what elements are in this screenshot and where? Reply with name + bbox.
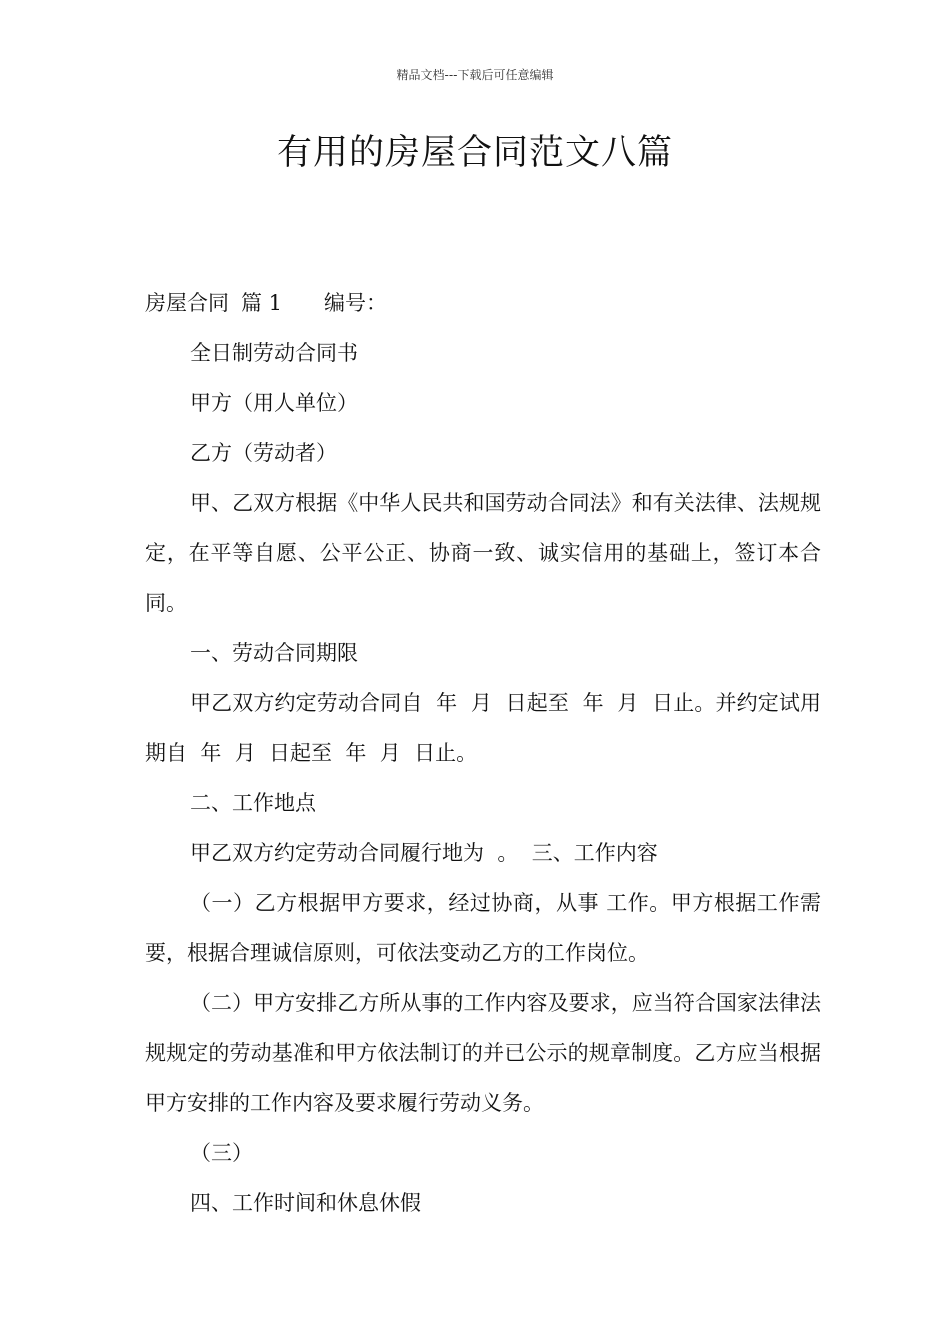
paragraph: 甲乙双方约定劳动合同自 年 月 日起至 年 月 日止。并约定试用期自 年 月 日起至 年 月 日止。: [145, 691, 821, 765]
paragraph: （二）甲方安排乙方所从事的工作内容及要求，应当符合国家法律法规规定的劳动基准和甲方依法制订的并已公示的规章制度。乙方应当根据甲方安排的工作内容及要求履行劳动义务。: [145, 991, 821, 1115]
intro-section: 房屋合同: [145, 291, 229, 315]
intro-part: 篇 1: [241, 291, 283, 315]
paragraph: 一、劳动合同期限: [190, 641, 358, 665]
intro-number-label: 编号：: [324, 291, 388, 315]
paragraph: 全日制劳动合同书: [190, 341, 358, 365]
paragraph: 乙方（劳动者）: [190, 441, 337, 465]
paragraph: 甲方（用人单位）: [190, 391, 358, 415]
document-body: [145, 278, 821, 1228]
paragraph: 甲乙双方约定劳动合同履行地为 。 三、工作内容: [190, 841, 658, 865]
page-header: 精品文档---下载后可任意编辑: [396, 68, 554, 82]
paragraph: （一）乙方根据甲方要求，经过协商，从事 工作。甲方根据工作需要，根据合理诚信原则，可依法变动乙方的工作岗位。: [145, 891, 821, 965]
paragraph: 四、工作时间和休息休假: [190, 1191, 421, 1215]
paragraph: 甲、乙双方根据《中华人民共和国劳动合同法》和有关法律、法规规定，在平等自愿、公平公正、协商一致、诚实信用的基础上，签订本合同。: [145, 491, 821, 615]
paragraph: （三）: [190, 1141, 253, 1165]
paragraph: 二、工作地点: [190, 791, 316, 815]
intro-line: [145, 278, 821, 328]
document-title: 有用的房屋合同范文八篇: [276, 133, 673, 173]
